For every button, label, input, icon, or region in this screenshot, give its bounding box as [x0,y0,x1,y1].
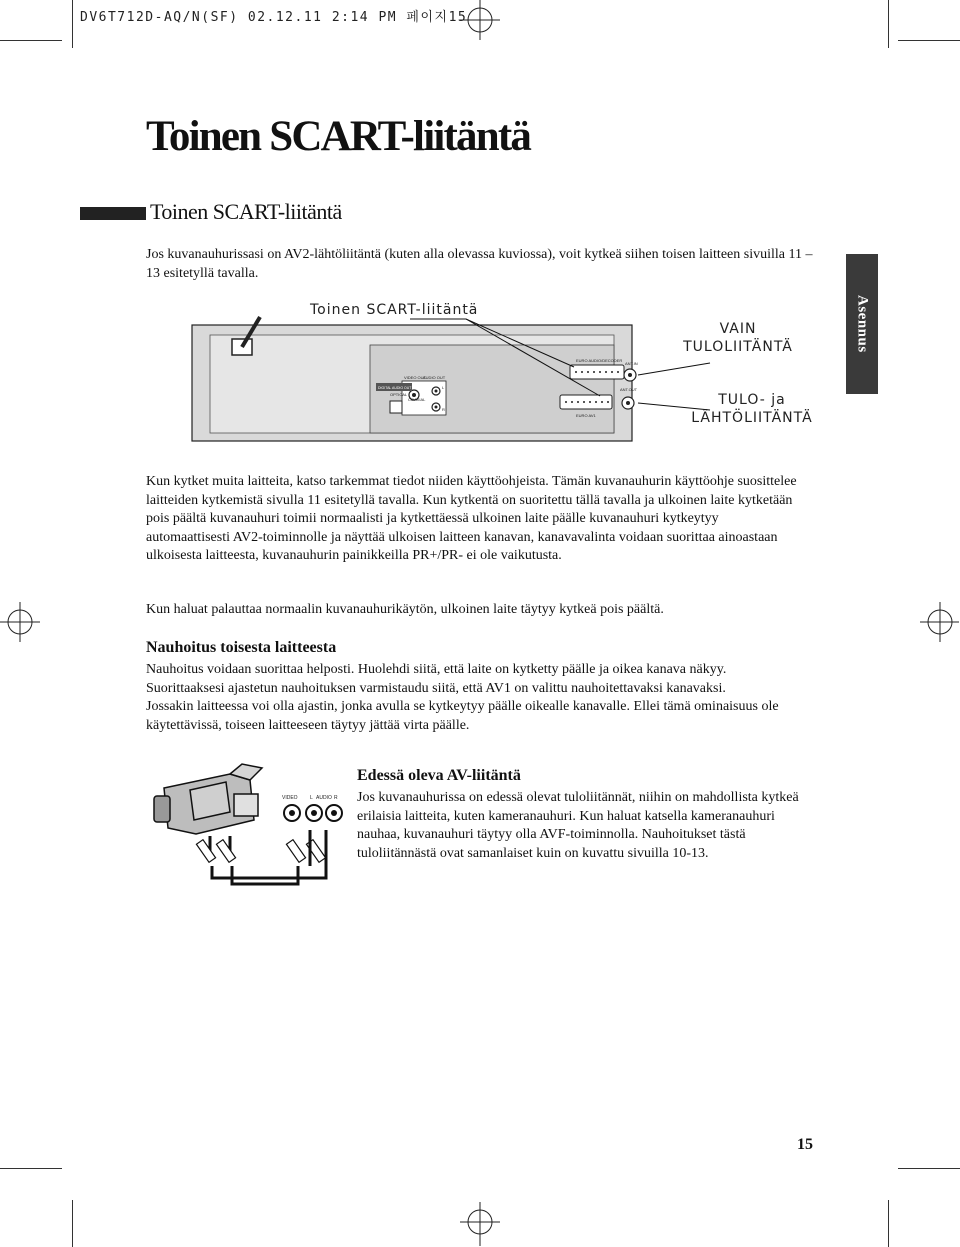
recording-paragraph-3: Jossakin laitteessa voi olla ajastin, jonka avulla se kytkeytyy päälle oikealle kanavalle. Ellei tämä ominaisuus ole käytettävissä, toiseen laitteeseen täytyy jättää virta päälle. [146,699,779,733]
print-header: DV6T712D-AQ/N(SF) 02.12.11 2:14 PM 페이지15 [80,10,468,25]
label-optical: OPTICAL [390,392,408,397]
callout-input-output-line2: LÄHTÖLIITÄNTÄ [691,410,813,426]
callout-input-only-line2: TULOLIITÄNTÄ [683,339,793,355]
body-paragraph-1: Kun kytket muita laitteita, katso tarkemmat tiedot niiden käyttöohjeista. Tämän kuvanauhurin käyttöohje suosittelee laitteiden kytkemistä sivulla 11 esitetyllä tavalla. Kun kytkentä on suoritettu tällä tavalla ja ulkoinen laite kytketään pois päältä kuvanauhuri toimii normaalisti ja kytkettäessä ulkoinen laite päälle kuvanauhuri kytkeytyy automaattisesti AV2-toiminnolle ja näyttää ulkoisen laitteen kanavan, kanavavalinta voidaan suorittaa ainoastaan ulkoisesta laitteesta, kuvanauhurin painikkeilla PR+/PR- ei ole vaikutusta. [146,474,797,563]
side-tab [846,254,878,394]
label-digital-audio-out: DIGITAL AUDIO OUT [378,386,412,390]
side-tab-label: Asennus [854,295,871,353]
callout-input-only-line1: VAIN [719,321,757,337]
intro-paragraph: Jos kuvanauhurissasi on AV2-lähtöliitäntä (kuten alla olevassa kuviossa), voit kytkeä siihen toisen laitteen sivuilla 11 – 13 esitetyllä tavalla. [146,247,813,281]
label-euro-av1: EURO AV1 [576,413,596,418]
front-av-panel [280,783,344,827]
body-paragraph-2: Kun haluat palauttaa normaalin kuvanauhurikäytön, ulkoinen laite täytyy kytkeä pois päältä. [146,602,664,617]
front-av-paragraph: Jos kuvanauhurissa on edessä olevat tuloliitännät, niihin on mahdollista kytkeä erilaisia laitteita, kuten kameranauhuri. Kun haluat katsella kameranauhuri nauhaa, kuvanauhuri täytyy olla AVF-toiminnolla. Nauhoitukset tästä tuloliitännästä ovat samanlaiset kuin on kuvattu sivuilla 10-13. [357,790,799,861]
label-ant-out: ANT.OUT [620,387,638,392]
label-l: L [442,385,445,390]
panel-r-label: R [334,795,338,801]
page-number: 15 [797,1136,813,1153]
recording-heading: Nauhoitus toisesta laitteesta [146,639,337,656]
callout-second-scart: Toinen SCART-liitäntä [310,302,479,318]
callout-input-output-line1: TULO- ja [718,392,786,408]
recording-paragraph-2: Suorittaaksesi ajastetun nauhoituksen varmistaudu siitä, että AV1 on valittu nauhoitettavaksi kanavaksi. [146,680,726,696]
label-euro-decoder: EURO AUDIO/DECODER [576,358,623,363]
front-av-heading: Edessä oleva AV-liitäntä [357,767,521,784]
label-video-out: VIDEO OUT [404,375,427,380]
recording-text [146,661,816,735]
label-audio-out: AUDIO OUT [423,375,446,380]
label-ant-in: ANT.IN [625,361,638,366]
panel-video-label: VIDEO [282,795,298,801]
recording-paragraph-1: Nauhoitus voidaan suorittaa helposti. Huolehdi siitä, että laite on kytketty päälle ja oikea kanava näkyy. [146,662,727,677]
section-marker [80,207,146,220]
panel-audio-label: AUDIO [316,795,332,801]
page-title: Toinen SCART-liitäntä [146,113,531,160]
label-coaxial: COAXIAL [408,397,426,402]
section-title: Toinen SCART-liitäntä [150,199,342,224]
label-r: R [442,407,445,412]
panel-l-label: L [310,795,313,801]
